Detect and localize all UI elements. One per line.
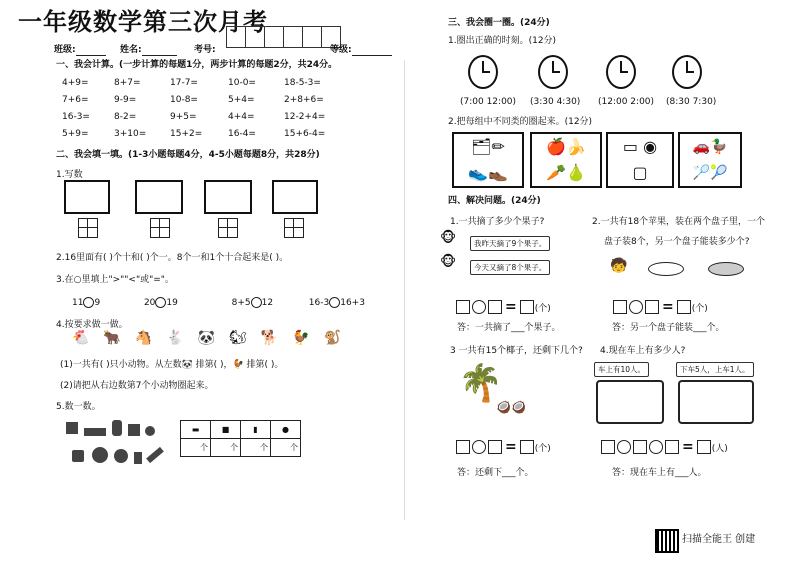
grade-field[interactable]: 等级: (330, 45, 392, 56)
cuboid-shape (84, 428, 106, 436)
q2-1-label: 1.写数 (56, 170, 83, 180)
bus-icon (678, 380, 754, 424)
counter-picture (204, 180, 252, 214)
arith-item: 17-7= (170, 78, 198, 88)
abacus-picture (64, 180, 110, 214)
count-cell[interactable]: 个 (241, 439, 271, 457)
sphere-shape (92, 447, 108, 463)
exam-number-field: 考号: (194, 45, 216, 55)
clock-icon (468, 55, 498, 89)
child-icon: 🐵 (440, 230, 457, 246)
answer-grid[interactable] (150, 218, 170, 238)
arith-item: 4+9= (62, 78, 89, 88)
speech-bubble: 下车5人，上车1人。 (676, 362, 754, 377)
arith-item: 4+4= (228, 112, 255, 122)
cube-shape (66, 422, 78, 434)
q4-1-answer: 答：一共摘了___个果子。 (457, 323, 561, 333)
section-3-title: 三、我会圈一圈。(24分) (448, 18, 550, 28)
section-2-title: 二、我会填一填。(1-3小题每题4分，4-5小题每题8分，共28分) (56, 150, 320, 160)
q4-4-answer: 答：现在车上有___人。 (612, 468, 707, 478)
arith-item: 18-5-3= (284, 78, 321, 88)
clock-option[interactable]: (8:30 7:30) (666, 97, 717, 107)
bead-picture (135, 180, 183, 214)
qr-code-icon (655, 529, 679, 553)
sphere-shape (114, 449, 128, 463)
child-icon: 🧒 (610, 258, 628, 274)
clock-option[interactable]: (12:00 2:00) (598, 97, 655, 107)
q2-4-text: 4.按要求做一做。 (56, 320, 128, 330)
q4-3-text: 3 一共有15个椰子，还剩下几个? (450, 346, 583, 356)
q4-1-text: 1.一共摘了多少个果子? (450, 217, 545, 227)
child-icon: 🐵 (440, 254, 457, 270)
count-table: ▬ ■ ▮ ● 个 个 个 个 (180, 420, 301, 457)
arith-item: 3+10= (114, 129, 147, 139)
group-items-box[interactable]: 🗂✏ 👟👞 (452, 132, 524, 188)
sphere-shape (145, 426, 155, 436)
compare-row: 11 9 20 19 8+5 12 16-3 16+3 (72, 298, 365, 308)
speech-bubble: 我昨天摘了9个果子。 (470, 236, 550, 251)
arith-item: 7+6= (62, 95, 89, 105)
compare-circle[interactable] (251, 297, 262, 308)
arith-item: 16-3= (62, 112, 90, 122)
arith-item: 9+5= (170, 112, 197, 122)
arith-item: 5+9= (62, 129, 89, 139)
arith-item: 15+2= (170, 129, 203, 139)
q4-2-text-1: 2.一共有18个苹果，装在两个盘子里，一个 (592, 217, 766, 227)
arith-item: 12-2+4= (284, 112, 326, 122)
arith-item: 16-4= (228, 129, 256, 139)
q4-2-text-2: 盘子装8个，另一个盘子能装多少个? (604, 237, 750, 247)
page-title: 一年级数学第三次月考 (18, 8, 268, 36)
equation-row[interactable]: = (个) (455, 436, 551, 455)
coconut-icon: 🥥🥥 (496, 400, 526, 414)
answer-grid[interactable] (78, 218, 98, 238)
arith-item: 2+8+6= (284, 95, 324, 105)
group-fruit-box[interactable]: 🍎🍌 🥕🍐 (530, 132, 602, 188)
stick-shape (146, 447, 164, 463)
arith-item: 8-2= (114, 112, 137, 122)
arith-item: 9-9= (114, 95, 137, 105)
speech-bubble: 车上有10人。 (594, 362, 649, 377)
clock-icon (672, 55, 702, 89)
page-divider (404, 60, 405, 520)
q3-1-text: 1.圈出正确的时刻。(12分) (448, 36, 557, 46)
clock-icon (606, 55, 636, 89)
class-field[interactable]: 班级: (54, 45, 106, 56)
animals-row: 🐔🐂🐴🐇🐼🐿🐕🐓🐒 (72, 330, 356, 346)
clock-option[interactable]: (7:00 12:00) (460, 97, 517, 107)
arith-grid (62, 78, 344, 140)
answer-grid[interactable] (284, 218, 304, 238)
section-4-title: 四、解决问题。(24分) (448, 196, 541, 206)
equation-row[interactable]: = (人) (600, 436, 728, 455)
plate-icon (708, 262, 744, 276)
q2-5-text: 5.数一数。 (56, 402, 101, 412)
q2-4b-text: (2)请把从右边数第7个小动物圈起来。 (60, 381, 214, 391)
q2-2-text: 2.16里面有( )个十和( )个一。8个一和1个十合起来是( )。 (56, 253, 289, 263)
equation-row[interactable]: = (个) (612, 296, 708, 315)
bus-icon (596, 380, 664, 424)
compare-circle[interactable] (83, 297, 94, 308)
exam-number-boxes[interactable] (226, 26, 340, 48)
plate-icon (648, 262, 684, 276)
speech-bubble: 今天又摘了8个果子。 (470, 260, 550, 275)
arith-item: 10-0= (228, 78, 256, 88)
q3-2-text: 2.把每组中不同类的圈起来。(12分) (448, 117, 593, 127)
arith-item: 5+4= (228, 95, 255, 105)
equation-row[interactable]: = (个) (455, 296, 551, 315)
q4-2-answer: 答：另一个盘子能装___个。 (612, 323, 725, 333)
cylinder-shape (112, 420, 122, 436)
clock-icon (538, 55, 568, 89)
group-toys-box[interactable]: 🚗🦆 🏸🎾 (678, 132, 742, 188)
cylinder-shape (134, 452, 142, 464)
q2-3-text: 3.在○里填上">""<"或"="。 (56, 275, 174, 285)
q4-4-text: 4.现在车上有多少人? (600, 346, 686, 356)
count-cell[interactable]: 个 (211, 439, 241, 457)
arith-item: 15+6-4= (284, 129, 326, 139)
q4-3-answer: 答：还剩下___个。 (457, 468, 534, 478)
count-cell[interactable]: 个 (181, 439, 211, 457)
clock-option[interactable]: (3:30 4:30) (530, 97, 581, 107)
answer-grid[interactable] (218, 218, 238, 238)
arith-item: 8+7= (114, 78, 141, 88)
cylinder-shape (72, 450, 84, 462)
cube-shape (128, 424, 140, 436)
count-cell[interactable]: 个 (271, 439, 301, 457)
section-1-title: 一、我会计算。(一步计算的每题1分，两步计算的每题2分，共24分。 (56, 60, 338, 70)
palm-tree-icon: 🌴 (458, 363, 503, 404)
arith-item: 10-8= (170, 95, 198, 105)
name-field[interactable]: 姓名: (120, 45, 177, 56)
group-shapes-box[interactable]: ▭ ◉ ▢ (606, 132, 674, 188)
compare-circle[interactable] (155, 297, 166, 308)
compare-circle[interactable] (329, 297, 340, 308)
scanner-watermark: 扫描全能王 创建 (682, 534, 756, 545)
blocks-picture (272, 180, 318, 214)
q2-4a-text: (1)一共有( )只小动物。从左数🐼 排第( )，🐓 排第( )。 (60, 360, 284, 370)
